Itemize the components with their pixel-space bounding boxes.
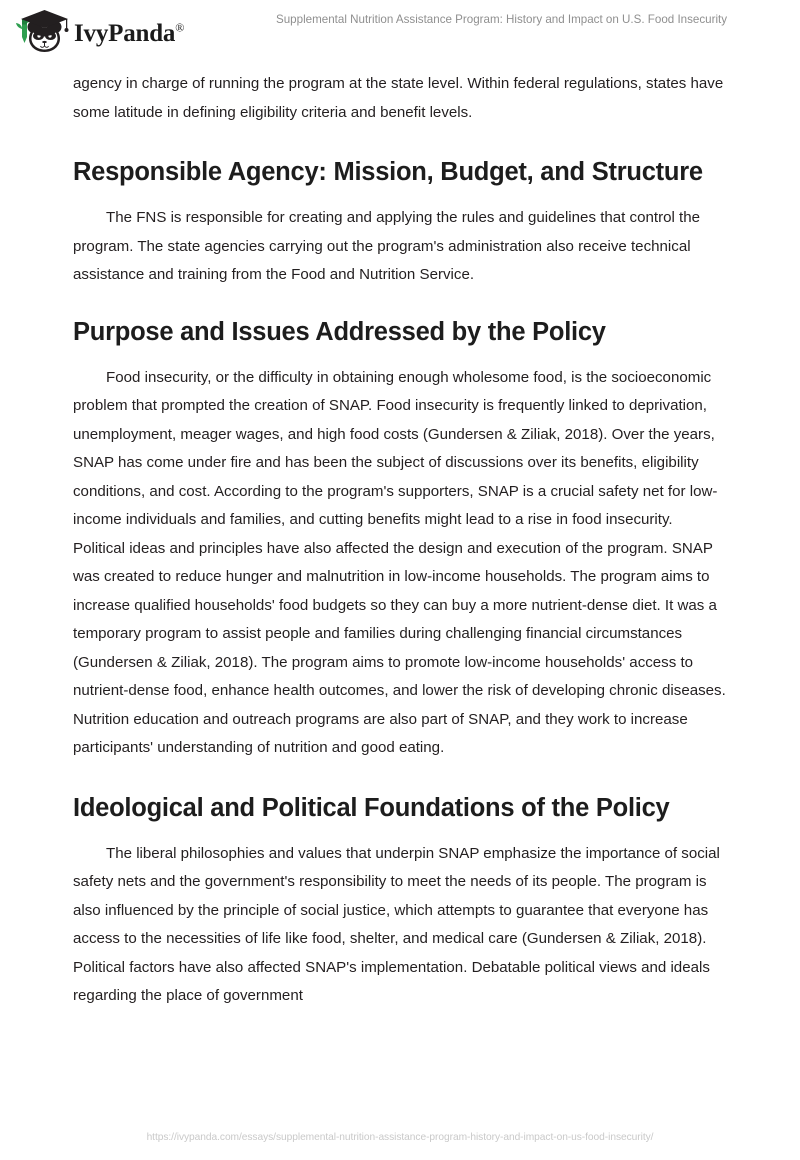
source-url-link[interactable]: https://ivypanda.com/essays/supplemental-nutrition-assistance-program-history-and-impact-on-us-food-insecurity/ [146, 1132, 654, 1143]
section-heading-responsible-agency: Responsible Agency: Mission, Budget, and Structure [73, 158, 703, 186]
continued-paragraph: agency in charge of running the program at the state level. Within federal regulations, states have some latitude in defining eligibility criteria and benefit levels. [73, 75, 724, 121]
brand-wordmark [74, 21, 184, 46]
page-header [0, 0, 800, 58]
section-paragraph: The FNS is responsible for creating and applying the rules and guidelines that control the program. The state agencies carrying out the program's administration also receive technical assistance and training from the Food and Nutrition Service. [73, 209, 701, 283]
section-paragraph: Food insecurity, or the difficulty in obtaining enough wholesome food, is the socioeconomic problem that prompted the creation of SNAP. Food insecurity is frequently linked to deprivation, unemployment, meager wages, and high food costs (Gundersen & Ziliak, 2018). Over the years, SNAP has come under fire and has been the subject of discussions over its benefits, eligibility conditions, and cost. According to the program's supporters, SNAP is a crucial safety net for low-income individuals and families, and cutting benefits might lead to a rise in food insecurity. Political ideas and principles have also affected the design and execution of the program. SNAP was created to reduce hunger and malnutrition in low-income households. The program aims to increase qualified households' food budgets so they can buy a more nutrient-dense diet. It was a temporary program to assist people and families during challenging financial circumstances (Gundersen & Ziliak, 2018). The program aims to promote low-income households' access to nutrient-dense food, enhance health outcomes, and lower the risk of developing chronic diseases. Nutrition education and outreach programs are also part of SNAP, and they work to increase participants' understanding of nutrition and good eating. [73, 368, 726, 756]
panda-graduate-logo-icon [14, 8, 72, 54]
brand-name-text: IvyPanda [74, 19, 176, 47]
page-footer [0, 1131, 800, 1144]
brand-logo[interactable] [14, 8, 184, 54]
section-paragraph: The liberal philosophies and values that underpin SNAP emphasize the importance of social safety nets and the government's responsibility to meet the needs of its people. The program is also influenced by the principle of social justice, which attempts to guarantee that everyone has access to the necessities of life like food, shelter, and medical care (Gundersen & Ziliak, 2018). Political factors have also affected SNAP's implementation. Debatable political views and ideals regarding the place of government [73, 844, 720, 1004]
registered-mark: ® [175, 20, 185, 35]
section-heading-ideological-political-foundations: Ideological and Political Foundations of the Policy [73, 793, 670, 822]
section-heading-purpose-and-issues: Purpose and Issues Addressed by the Policy [73, 317, 606, 346]
document-running-title: Supplemental Nutrition Assistance Program: History and Impact on U.S. Food Insecurity [276, 13, 728, 26]
document-body [73, 70, 726, 1011]
